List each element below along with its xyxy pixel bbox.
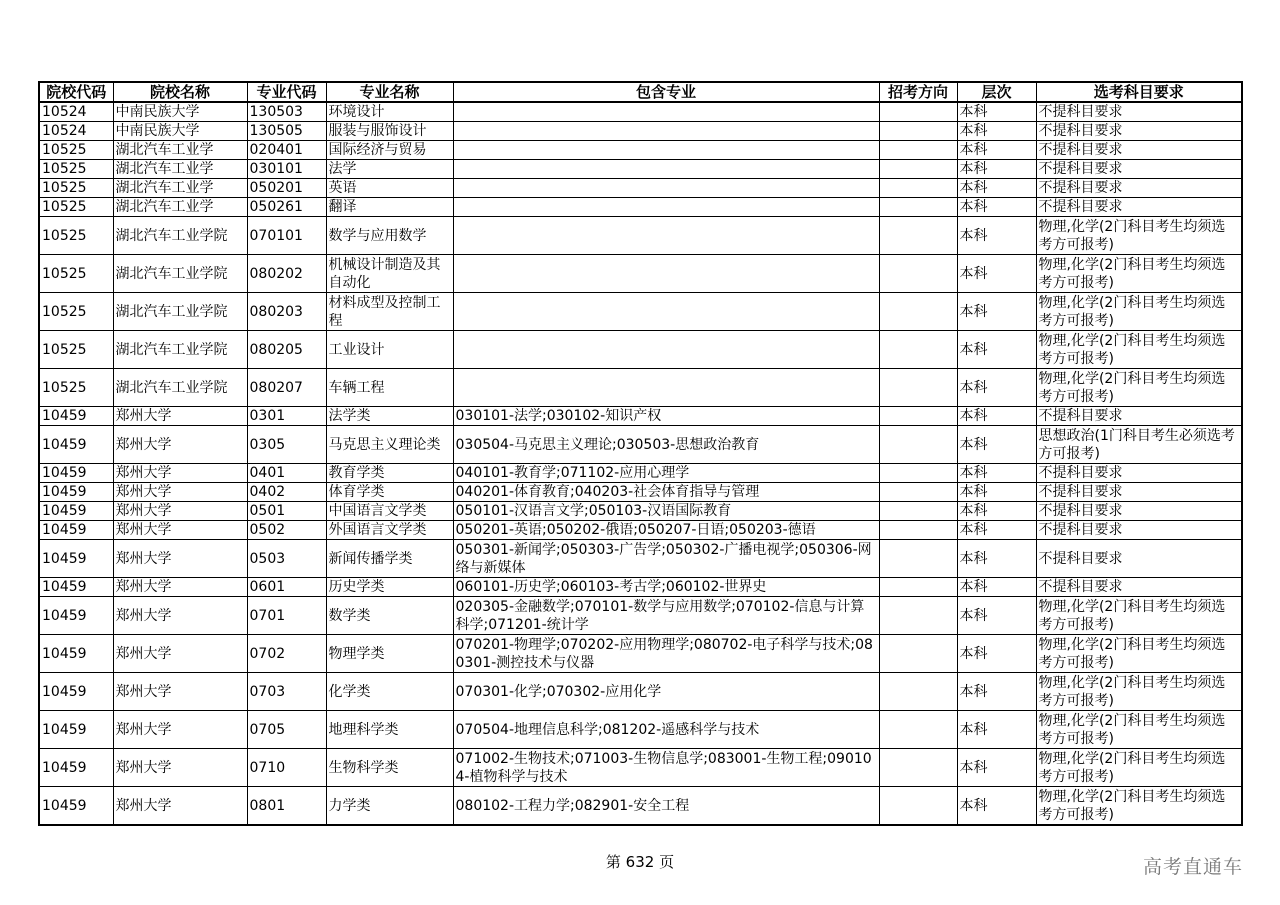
cell-school-name: 郑州大学 xyxy=(113,407,247,426)
cell-school-code: 10525 xyxy=(39,293,113,331)
cell-major-code: 0801 xyxy=(247,787,326,826)
cell-school-name: 郑州大学 xyxy=(113,711,247,749)
admission-table-container xyxy=(38,81,1241,826)
cell-included-majors xyxy=(453,141,879,160)
cell-subject-requirement: 物理,化学(2门科目考生均须选考方可报考) xyxy=(1036,217,1242,255)
cell-included-majors: 060101-历史学;060103-考古学;060102-世界史 xyxy=(453,578,879,597)
cell-major-name: 国际经济与贸易 xyxy=(326,141,453,160)
table-row xyxy=(39,160,1242,179)
table-row xyxy=(39,483,1242,502)
cell-direction xyxy=(879,521,957,540)
header-school-code: 院校代码 xyxy=(39,82,113,102)
cell-school-code: 10459 xyxy=(39,483,113,502)
cell-school-name: 中南民族大学 xyxy=(113,102,247,122)
cell-subject-requirement: 不提科目要求 xyxy=(1036,407,1242,426)
cell-level: 本科 xyxy=(957,141,1036,160)
cell-direction xyxy=(879,502,957,521)
table-header-row xyxy=(39,82,1242,102)
cell-major-name: 地理科学类 xyxy=(326,711,453,749)
cell-included-majors xyxy=(453,102,879,122)
cell-level: 本科 xyxy=(957,426,1036,464)
cell-subject-requirement: 物理,化学(2门科目考生均须选考方可报考) xyxy=(1036,673,1242,711)
cell-level: 本科 xyxy=(957,597,1036,635)
cell-major-name: 数学与应用数学 xyxy=(326,217,453,255)
cell-included-majors: 040201-体育教育;040203-社会体育指导与管理 xyxy=(453,483,879,502)
cell-major-code: 020401 xyxy=(247,141,326,160)
cell-direction xyxy=(879,331,957,369)
cell-included-majors: 070504-地理信息科学;081202-遥感科学与技术 xyxy=(453,711,879,749)
cell-included-majors: 050301-新闻学;050303-广告学;050302-广播电视学;050306-网络与新媒体 xyxy=(453,540,879,578)
cell-included-majors: 071002-生物技术;071003-生物信息学;083001-生物工程;090104-植物科学与技术 xyxy=(453,749,879,787)
cell-major-name: 新闻传播学类 xyxy=(326,540,453,578)
cell-school-code: 10459 xyxy=(39,711,113,749)
cell-major-code: 0503 xyxy=(247,540,326,578)
cell-school-code: 10459 xyxy=(39,578,113,597)
cell-school-name: 湖北汽车工业学 xyxy=(113,141,247,160)
table-row xyxy=(39,464,1242,483)
cell-level: 本科 xyxy=(957,407,1036,426)
cell-major-name: 外国语言文学类 xyxy=(326,521,453,540)
cell-school-name: 郑州大学 xyxy=(113,464,247,483)
cell-school-code: 10459 xyxy=(39,521,113,540)
cell-included-majors xyxy=(453,122,879,141)
cell-school-name: 湖北汽车工业学院 xyxy=(113,217,247,255)
cell-school-code: 10459 xyxy=(39,673,113,711)
cell-level: 本科 xyxy=(957,217,1036,255)
cell-school-name: 郑州大学 xyxy=(113,521,247,540)
cell-major-code: 0501 xyxy=(247,502,326,521)
cell-school-code: 10525 xyxy=(39,331,113,369)
cell-school-code: 10459 xyxy=(39,426,113,464)
cell-school-name: 湖北汽车工业学院 xyxy=(113,293,247,331)
cell-direction xyxy=(879,673,957,711)
cell-school-name: 郑州大学 xyxy=(113,502,247,521)
cell-school-name: 郑州大学 xyxy=(113,749,247,787)
table-row xyxy=(39,407,1242,426)
header-school-name: 院校名称 xyxy=(113,82,247,102)
cell-direction xyxy=(879,711,957,749)
cell-direction xyxy=(879,293,957,331)
cell-school-name: 湖北汽车工业学 xyxy=(113,179,247,198)
cell-school-code: 10525 xyxy=(39,179,113,198)
cell-level: 本科 xyxy=(957,787,1036,826)
table-row xyxy=(39,673,1242,711)
cell-direction xyxy=(879,597,957,635)
cell-major-code: 080207 xyxy=(247,369,326,407)
cell-direction xyxy=(879,369,957,407)
page-number: 第 632 页 xyxy=(605,853,675,871)
cell-school-code: 10459 xyxy=(39,502,113,521)
cell-major-code: 080203 xyxy=(247,293,326,331)
table-row xyxy=(39,293,1242,331)
cell-direction xyxy=(879,160,957,179)
table-row xyxy=(39,521,1242,540)
cell-direction xyxy=(879,198,957,217)
cell-level: 本科 xyxy=(957,673,1036,711)
header-level: 层次 xyxy=(957,82,1036,102)
cell-subject-requirement: 不提科目要求 xyxy=(1036,160,1242,179)
cell-major-name: 材料成型及控制工程 xyxy=(326,293,453,331)
cell-included-majors: 070201-物理学;070202-应用物理学;080702-电子科学与技术;080301-测控技术与仪器 xyxy=(453,635,879,673)
cell-subject-requirement: 物理,化学(2门科目考生均须选考方可报考) xyxy=(1036,331,1242,369)
cell-level: 本科 xyxy=(957,521,1036,540)
cell-direction xyxy=(879,635,957,673)
cell-included-majors xyxy=(453,369,879,407)
table-row xyxy=(39,179,1242,198)
cell-major-name: 法学类 xyxy=(326,407,453,426)
cell-major-name: 法学 xyxy=(326,160,453,179)
table-row xyxy=(39,122,1242,141)
cell-included-majors xyxy=(453,179,879,198)
cell-subject-requirement: 不提科目要求 xyxy=(1036,502,1242,521)
table-row xyxy=(39,217,1242,255)
cell-school-name: 中南民族大学 xyxy=(113,122,247,141)
cell-major-code: 0601 xyxy=(247,578,326,597)
cell-major-code: 050201 xyxy=(247,179,326,198)
cell-subject-requirement: 物理,化学(2门科目考生均须选考方可报考) xyxy=(1036,255,1242,293)
cell-direction xyxy=(879,426,957,464)
cell-level: 本科 xyxy=(957,255,1036,293)
table-row xyxy=(39,597,1242,635)
cell-direction xyxy=(879,540,957,578)
cell-major-name: 中国语言文学类 xyxy=(326,502,453,521)
cell-school-name: 湖北汽车工业学 xyxy=(113,160,247,179)
table-row xyxy=(39,711,1242,749)
cell-school-name: 郑州大学 xyxy=(113,635,247,673)
cell-subject-requirement: 不提科目要求 xyxy=(1036,179,1242,198)
cell-direction xyxy=(879,787,957,826)
table-row xyxy=(39,540,1242,578)
cell-major-name: 工业设计 xyxy=(326,331,453,369)
cell-school-code: 10459 xyxy=(39,597,113,635)
table-row xyxy=(39,255,1242,293)
cell-major-name: 数学类 xyxy=(326,597,453,635)
cell-subject-requirement: 不提科目要求 xyxy=(1036,540,1242,578)
cell-level: 本科 xyxy=(957,502,1036,521)
cell-major-code: 0703 xyxy=(247,673,326,711)
cell-school-code: 10525 xyxy=(39,255,113,293)
cell-level: 本科 xyxy=(957,331,1036,369)
cell-direction xyxy=(879,217,957,255)
cell-school-code: 10459 xyxy=(39,540,113,578)
watermark-logo-text: 高考直通车 xyxy=(1143,856,1244,878)
cell-school-name: 郑州大学 xyxy=(113,597,247,635)
cell-included-majors xyxy=(453,217,879,255)
cell-direction xyxy=(879,749,957,787)
cell-school-name: 湖北汽车工业学院 xyxy=(113,255,247,293)
cell-school-name: 郑州大学 xyxy=(113,787,247,826)
cell-major-code: 0702 xyxy=(247,635,326,673)
cell-level: 本科 xyxy=(957,464,1036,483)
cell-direction xyxy=(879,179,957,198)
cell-direction xyxy=(879,464,957,483)
cell-included-majors xyxy=(453,293,879,331)
cell-major-code: 080202 xyxy=(247,255,326,293)
cell-major-code: 030101 xyxy=(247,160,326,179)
cell-subject-requirement: 不提科目要求 xyxy=(1036,464,1242,483)
cell-subject-requirement: 思想政治(1门科目考生必须选考方可报考) xyxy=(1036,426,1242,464)
cell-direction xyxy=(879,578,957,597)
cell-major-code: 070101 xyxy=(247,217,326,255)
cell-school-code: 10459 xyxy=(39,464,113,483)
table-row xyxy=(39,426,1242,464)
cell-school-name: 湖北汽车工业学院 xyxy=(113,369,247,407)
table-row xyxy=(39,635,1242,673)
table-row xyxy=(39,749,1242,787)
cell-school-name: 湖北汽车工业学院 xyxy=(113,331,247,369)
cell-subject-requirement: 物理,化学(2门科目考生均须选考方可报考) xyxy=(1036,711,1242,749)
cell-major-name: 环境设计 xyxy=(326,102,453,122)
cell-subject-requirement: 不提科目要求 xyxy=(1036,578,1242,597)
cell-direction xyxy=(879,483,957,502)
cell-school-name: 郑州大学 xyxy=(113,673,247,711)
header-included-majors: 包含专业 xyxy=(453,82,879,102)
cell-school-code: 10525 xyxy=(39,217,113,255)
cell-direction xyxy=(879,255,957,293)
cell-direction xyxy=(879,102,957,122)
cell-major-code: 0701 xyxy=(247,597,326,635)
cell-subject-requirement: 不提科目要求 xyxy=(1036,521,1242,540)
cell-subject-requirement: 物理,化学(2门科目考生均须选考方可报考) xyxy=(1036,787,1242,826)
cell-level: 本科 xyxy=(957,540,1036,578)
cell-major-code: 0705 xyxy=(247,711,326,749)
cell-major-name: 生物科学类 xyxy=(326,749,453,787)
cell-direction xyxy=(879,407,957,426)
cell-subject-requirement: 物理,化学(2门科目考生均须选考方可报考) xyxy=(1036,597,1242,635)
cell-major-code: 0401 xyxy=(247,464,326,483)
cell-major-code: 0301 xyxy=(247,407,326,426)
cell-subject-requirement: 物理,化学(2门科目考生均须选考方可报考) xyxy=(1036,635,1242,673)
table-row xyxy=(39,787,1242,826)
cell-school-code: 10525 xyxy=(39,198,113,217)
header-subject-requirement: 选考科目要求 xyxy=(1036,82,1242,102)
table-row xyxy=(39,502,1242,521)
cell-level: 本科 xyxy=(957,122,1036,141)
cell-level: 本科 xyxy=(957,198,1036,217)
cell-level: 本科 xyxy=(957,369,1036,407)
cell-school-name: 湖北汽车工业学 xyxy=(113,198,247,217)
cell-direction xyxy=(879,122,957,141)
cell-major-name: 化学类 xyxy=(326,673,453,711)
cell-direction xyxy=(879,141,957,160)
cell-major-name: 翻译 xyxy=(326,198,453,217)
cell-major-code: 130505 xyxy=(247,122,326,141)
cell-major-code: 0710 xyxy=(247,749,326,787)
cell-major-name: 教育学类 xyxy=(326,464,453,483)
cell-level: 本科 xyxy=(957,711,1036,749)
cell-level: 本科 xyxy=(957,578,1036,597)
cell-school-code: 10524 xyxy=(39,102,113,122)
cell-included-majors: 040101-教育学;071102-应用心理学 xyxy=(453,464,879,483)
cell-school-code: 10524 xyxy=(39,122,113,141)
cell-included-majors xyxy=(453,331,879,369)
cell-level: 本科 xyxy=(957,160,1036,179)
header-direction: 招考方向 xyxy=(879,82,957,102)
cell-subject-requirement: 不提科目要求 xyxy=(1036,122,1242,141)
cell-subject-requirement: 不提科目要求 xyxy=(1036,483,1242,502)
cell-major-name: 体育学类 xyxy=(326,483,453,502)
admission-table xyxy=(38,81,1243,826)
cell-major-code: 0305 xyxy=(247,426,326,464)
cell-included-majors xyxy=(453,160,879,179)
cell-included-majors: 050201-英语;050202-俄语;050207-日语;050203-德语 xyxy=(453,521,879,540)
cell-included-majors: 080102-工程力学;082901-安全工程 xyxy=(453,787,879,826)
cell-subject-requirement: 物理,化学(2门科目考生均须选考方可报考) xyxy=(1036,293,1242,331)
cell-school-code: 10459 xyxy=(39,749,113,787)
cell-major-name: 机械设计制造及其自动化 xyxy=(326,255,453,293)
cell-school-code: 10459 xyxy=(39,407,113,426)
cell-major-name: 历史学类 xyxy=(326,578,453,597)
cell-subject-requirement: 物理,化学(2门科目考生均须选考方可报考) xyxy=(1036,749,1242,787)
cell-included-majors xyxy=(453,198,879,217)
cell-major-name: 车辆工程 xyxy=(326,369,453,407)
cell-school-code: 10525 xyxy=(39,141,113,160)
cell-major-name: 马克思主义理论类 xyxy=(326,426,453,464)
cell-school-code: 10459 xyxy=(39,635,113,673)
cell-school-code: 10525 xyxy=(39,160,113,179)
cell-subject-requirement: 物理,化学(2门科目考生均须选考方可报考) xyxy=(1036,369,1242,407)
cell-school-name: 郑州大学 xyxy=(113,483,247,502)
cell-major-code: 080205 xyxy=(247,331,326,369)
cell-school-code: 10525 xyxy=(39,369,113,407)
cell-level: 本科 xyxy=(957,635,1036,673)
cell-included-majors: 050101-汉语言文学;050103-汉语国际教育 xyxy=(453,502,879,521)
cell-major-name: 物理学类 xyxy=(326,635,453,673)
table-row xyxy=(39,141,1242,160)
cell-level: 本科 xyxy=(957,483,1036,502)
header-major-name: 专业名称 xyxy=(326,82,453,102)
table-body xyxy=(39,102,1242,825)
cell-level: 本科 xyxy=(957,179,1036,198)
cell-major-name: 服装与服饰设计 xyxy=(326,122,453,141)
table-row xyxy=(39,102,1242,122)
cell-major-name: 力学类 xyxy=(326,787,453,826)
cell-subject-requirement: 不提科目要求 xyxy=(1036,102,1242,122)
cell-major-code: 0502 xyxy=(247,521,326,540)
cell-major-name: 英语 xyxy=(326,179,453,198)
cell-major-code: 050261 xyxy=(247,198,326,217)
table-row xyxy=(39,369,1242,407)
cell-level: 本科 xyxy=(957,749,1036,787)
cell-included-majors: 020305-金融数学;070101-数学与应用数学;070102-信息与计算科学;071201-统计学 xyxy=(453,597,879,635)
cell-included-majors: 070301-化学;070302-应用化学 xyxy=(453,673,879,711)
cell-major-code: 130503 xyxy=(247,102,326,122)
cell-major-code: 0402 xyxy=(247,483,326,502)
cell-included-majors xyxy=(453,255,879,293)
table-row xyxy=(39,331,1242,369)
table-row xyxy=(39,578,1242,597)
cell-level: 本科 xyxy=(957,102,1036,122)
cell-subject-requirement: 不提科目要求 xyxy=(1036,141,1242,160)
cell-school-code: 10459 xyxy=(39,787,113,826)
cell-level: 本科 xyxy=(957,293,1036,331)
cell-included-majors: 030101-法学;030102-知识产权 xyxy=(453,407,879,426)
cell-school-name: 郑州大学 xyxy=(113,578,247,597)
cell-included-majors: 030504-马克思主义理论;030503-思想政治教育 xyxy=(453,426,879,464)
cell-subject-requirement: 不提科目要求 xyxy=(1036,198,1242,217)
cell-school-name: 郑州大学 xyxy=(113,426,247,464)
header-major-code: 专业代码 xyxy=(247,82,326,102)
cell-school-name: 郑州大学 xyxy=(113,540,247,578)
table-row xyxy=(39,198,1242,217)
